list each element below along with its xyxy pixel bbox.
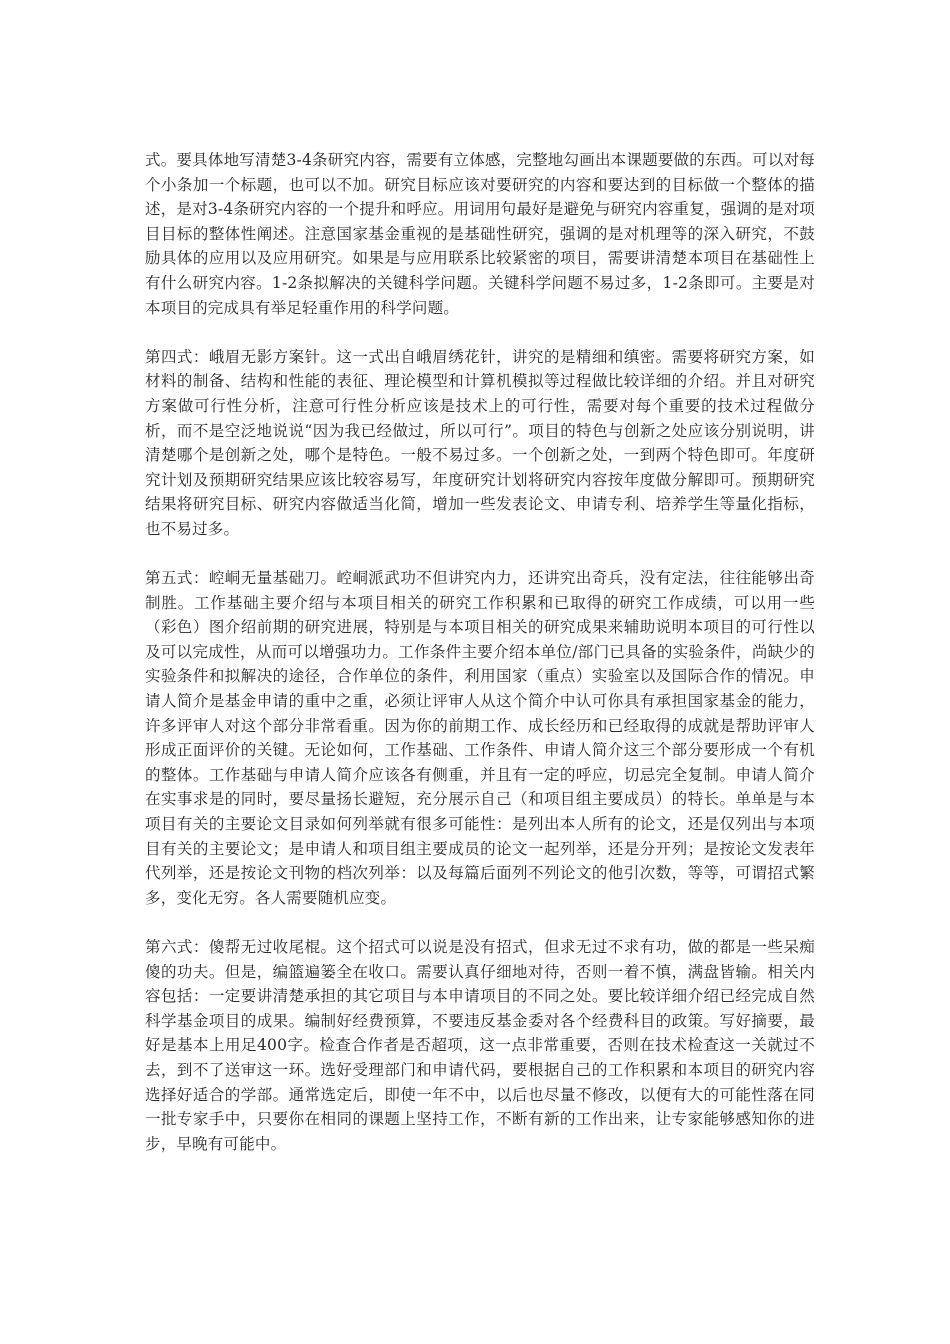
- document-body: [145, 148, 815, 1181]
- paragraph-sixth-style: 第六式：傻帮无过收尾棍。这个招式可以说是没有招式，但求无过不求有功，做的都是一些呆痴傻的功夫。但是，编篮遍篓全在收口。需要认真仔细地对待，否则一着不慎，满盘皆输。相关内容包括：一定要讲清楚承担的其它项目与本申请项目的不同之处。要比较详细介绍已经完成自然科学基金项目的成果。编制好经费预算，不要违反基金委对各个经费科目的政策。写好摘要，最好是基本上用足400字。检查合作者是否超项，这一点非常重要，否则在技术检查这一关就过不去，到不了送审这一环。选好受理部门和申请代码，要根据自己的工作积累和本项目的研究内容选择好适合的学部。通常选定后，即使一年不中，以后也尽量不修改，以便有大的可能性落在同一批专家手中，只要你在相同的课题上坚持工作，不断有新的工作出来，让专家能够感知你的进步，早晚有可能中。: [145, 938, 815, 1153]
- paragraph-fifth-style: 第五式：崆峒无量基础刀。崆峒派武功不但讲究内力，还讲究出奇兵，没有定法，往往能够出奇制胜。工作基础主要介绍与本项目相关的研究工作积累和已取得的研究工作成绩，可以用一些（彩色）图介绍前期的研究进展，特别是与本项目相关的研究成果来辅助说明本项目的可行性以及可以完成性，从而可以增强功力。工作条件主要介绍本单位/部门已具备的实验条件，尚缺少的实验条件和拟解决的途径，合作单位的条件，利用国家（重点）实验室以及国际合作的情况。申请人简介是基金申请的重中之重，必须让评审人从这个简介中认可你具有承担国家基金的能力，许多评审人对这个部分非常看重。因为你的前期工作、成长经历和已经取得的成就是帮助评审人形成正面评价的关键。无论如何，工作基础、工作条件、申请人简介这三个部分要形成一个有机的整体。工作基础与申请人简介应该各有侧重，并且有一定的呼应，切忌完全复制。申请人简介在实事求是的同时，要尽量扬长避短，充分展示自己（和项目组主要成员）的特长。单单是与本项目有关的主要论文目录如何列举就有很多可能性：是列出本人所有的论文，还是仅列出与本项目有关的主要论文；是申请人和项目组主要成员的论文一起列举，还是分开列；是按论文发表年代列举，还是按论文刊物的档次列举：以及每篇后面列不列论文的他引次数，等等，可谓招式繁多，变化无穷。各人需要随机应变。: [145, 569, 815, 907]
- paragraph-research-content: 式。要具体地写清楚3-4条研究内容，需要有立体感，完整地勾画出本课题要做的东西。可以对每个小条加一个标题，也可以不加。研究目标应该对要研究的内容和要达到的目标做一个整体的描述，是对3-4条研究内容的一个提升和呼应。用词用句最好是避免与研究内容重复，强调的是对项目目标的整体性阐述。注意国家基金重视的是基础性研究，强调的是对机理等的深入研究，不鼓励具体的应用以及应用研究。如果是与应用联系比较紧密的项目，需要讲清楚本项目在基础性上有什么研究内容。1-2条拟解决的关键科学问题。关键科学问题不易过多，1-2条即可。主要是对本项目的完成具有举足轻重作用的科学问题。: [145, 151, 815, 317]
- paragraph-fourth-style: 第四式：峨眉无影方案针。这一式出自峨眉绣花针，讲究的是精细和缜密。需要将研究方案，如材料的制备、结构和性能的表征、理论模型和计算机模拟等过程做比较详细的介绍。并且对研究方案做可行性分析，注意可行性分析应该是技术上的可行性，需要对每个重要的技术过程做分析，而不是空泛地说说“因为我已经做过，所以可行”。项目的特色与创新之处应该分别说明，讲清楚哪个是创新之处，哪个是特色。一般不易过多。一个创新之处，一到两个特色即可。年度研究计划及预期研究结果应该比较容易写，年度研究计划将研究内容按年度做分解即可。预期研究结果将研究目标、研究内容做适当化简，增加一些发表论文、申请专利、培养学生等量化指标，也不易过多。: [145, 347, 815, 538]
